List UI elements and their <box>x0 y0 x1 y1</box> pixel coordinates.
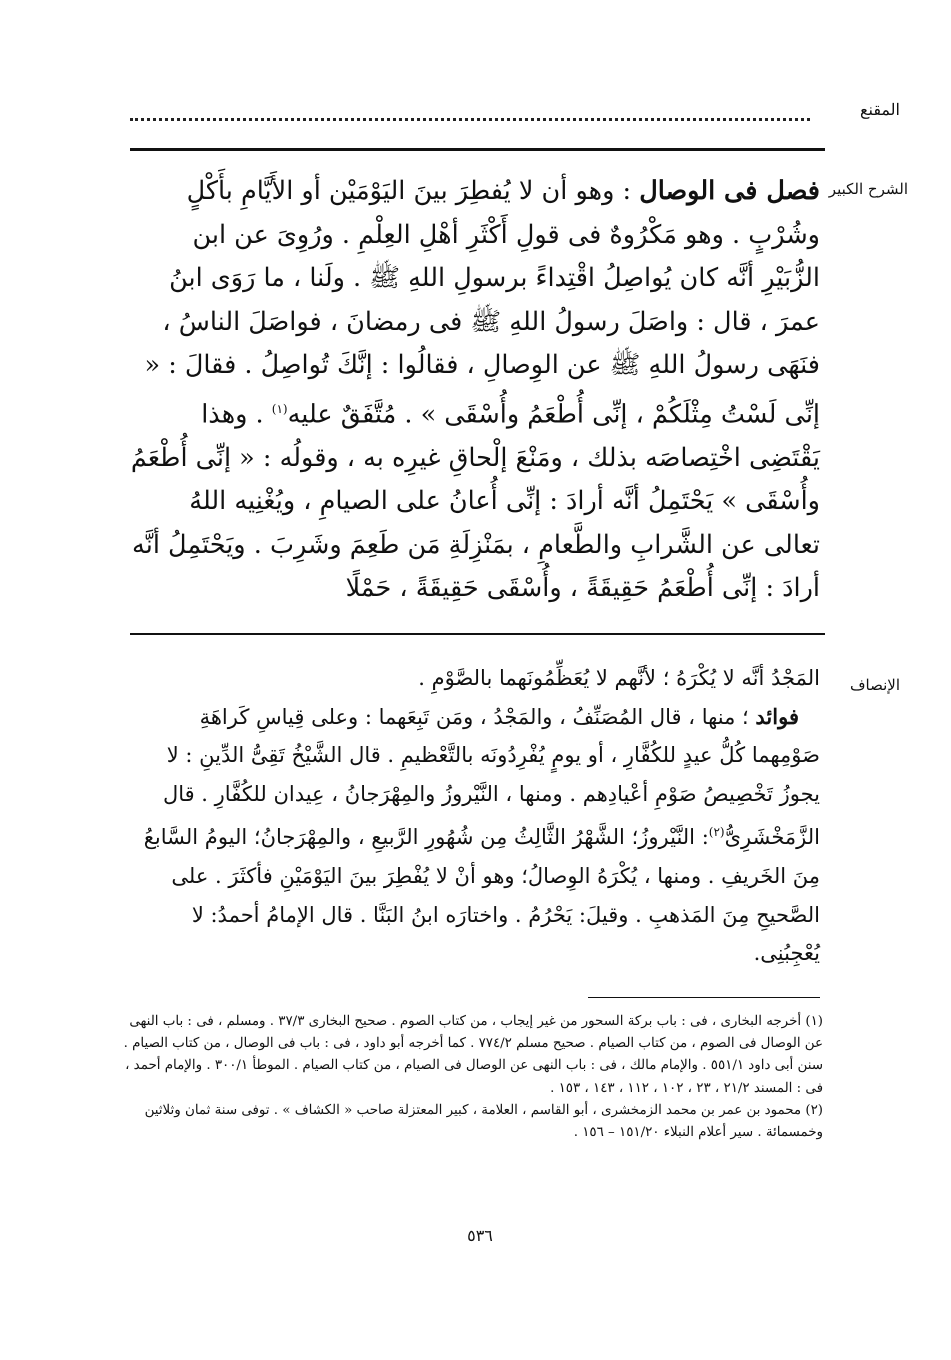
top-rule <box>130 148 825 151</box>
section-heading: فصل فى الوصال <box>639 176 820 206</box>
sharh-body-text <box>128 170 820 611</box>
footnote-2: (٢) محمود بن عمر بن محمد الزمخشرى ، أبو القاسم ، العلامة ، كبير المعتزلة صاحب « الكشاف » . توفى سنة ثمان وثلاثين وخمسمائة . سير أعلام النبلاء ١٥١/٢٠ – ١٥٦ . <box>144 1102 823 1141</box>
sharh-text-part-2: . وهذا يَقْتَضِى اخْتِصاصَه بذلك ، ومَنْعَ إلْحاقِ غيرِه به ، وقولُه : « إنِّى أُطْعَمُ وأُسْقَى » يَحْتَمِلُ أنَّه أرادَ : إنِّى أُعانُ على الصيامِ ، ويُغْنِيه اللهُ تعالى عن الشَّرابِ والطَّعامِ ، بمَنْزِلَةِ مَن طَعِمَ وشَرِبَ . ويَحْتَمِلُ أنَّه أرادَ : إنِّى أُطْعَمُ حَقِيقَةً ، وأُسْقَى حَقِيقَةً ، حَمْلًا <box>130 399 820 603</box>
insaf-paragraph-1: المَجْدُ أنَّه لا يُكْرَهُ ؛ لأنَّهم لا يُعَظِّمُونَهما بالصَّوْمِ . <box>418 666 820 690</box>
footnotes <box>120 1011 823 1144</box>
insaf-body-text <box>128 659 820 973</box>
footnote-ref-2[interactable]: (٢) <box>708 825 725 840</box>
fawaid-heading: فوائد <box>755 703 799 729</box>
insaf-text-part-3: : النَّيْروزُ؛ الشَّهْرُ الثَّالِثُ مِن شُهُورِ الرَّبيعِ ، والمِهْرَجانُ؛ اليومُ السَّابعُ مِنَ الخَريفِ . ومنها ، يُكْرَهُ الوِصالُ؛ وهو أنْ لا يُفْطِرَ بينَ اليَوْمَيْنِ فأكثَرَ . على الصَّحيحِ مِنَ المَذهبِ . وقيلَ: يَحْرُمُ . واختارَه ابنُ البَنَّا . قال الإمامُ أحمدُ: لا يُعْجِبُنِى. <box>143 825 820 966</box>
footnote-ref-1[interactable]: (١) <box>271 401 288 416</box>
insaf-margin-label: الإنصاف <box>849 676 900 694</box>
book-title: المقنع <box>859 100 900 119</box>
page-number: ٥٣٦ <box>467 1226 493 1245</box>
middle-rule <box>130 633 825 635</box>
insaf-text-part-2: ؛ منها ، قال المُصَنِّفُ ، والمَجْدُ ، ومَن تَبِعَهما : وعلى قِياسِ كَراهَةِ صَوْمِهما كُلُّ عيدٍ للكُفَّارِ ، أو يومٍ يُفْرِدُونَه بالتَّعْظيمِ . قال الشَّيْخُ تَقِىُّ الدِّينِ : لا يجوزُ تَخْصِيصُ صَوْمِ أعْيادِهم . ومنها ، النَّيْروزُ والمِهْرَجانُ ، عِيدان للكُفَّارِ . قال الزَّمَخْشَرِىُّ <box>162 704 820 850</box>
insaf-paragraph-2 <box>128 698 820 973</box>
sharh-margin-label: الشرح الكبير <box>828 180 908 198</box>
sharh-text-part-1: : وهو أن لا يُفطِرَ بينَ اليَوْمَيْن أو الأَيَّامِ بأَكْلٍ وشُرْبٍ . وهو مَكْرُوهٌ فى قولِ أَكْثَرِ أهْلِ العِلْمِ . ورُوِىَ عن ابن الزُّبَيْرِ أنَّه كان يُواصِلُ اقْتِداءً برسولِ اللهِ ﷺ . ولَنا ، ما رَوَى ابنُ عمرَ ، قال : واصَلَ رسولُ اللهِ ﷺ فى رمضانَ ، فواصَلَ الناسُ ، فنَهَى رسولُ اللهِ ﷺ عن الوِصالِ ، فقالُوا : إنَّكَ تُواصِلُ . فقالَ : « إنِّى لَسْتُ مِثْلَكُمْ ، إنِّى أُطْعَمُ وأُسْقَى » . مُتَّفَقٌ عليه <box>144 176 820 429</box>
footnote-rule <box>588 997 820 998</box>
dotted-rule <box>130 118 810 121</box>
footnote-1: (١) أخرجه البخارى ، فى : باب بركة السحور من غير إيجاب ، من كتاب الصوم . صحيح البخارى ٣٧/٣ . ومسلم ، فى : باب النهى عن الوصال فى الصوم ، من كتاب الصيام . صحيح مسلم ٧٧٤/٢ . كما أخرجه أبو داود ، فى : باب فى الوصال ، من كتاب الصيام . سنن أبى داود ٥٥١/١ . والإمام مالك ، فى : باب النهى عن الوصال فى الصيام ، من كتاب الصيام . الموطأ ٣٠٠/١ . والإمام أحمد ، فى : المسند ٢١/٢ ، ٢٣ ، ١٠٢ ، ١١٢ ، ١٤٣ ، ١٥٣ . <box>123 1014 823 1096</box>
